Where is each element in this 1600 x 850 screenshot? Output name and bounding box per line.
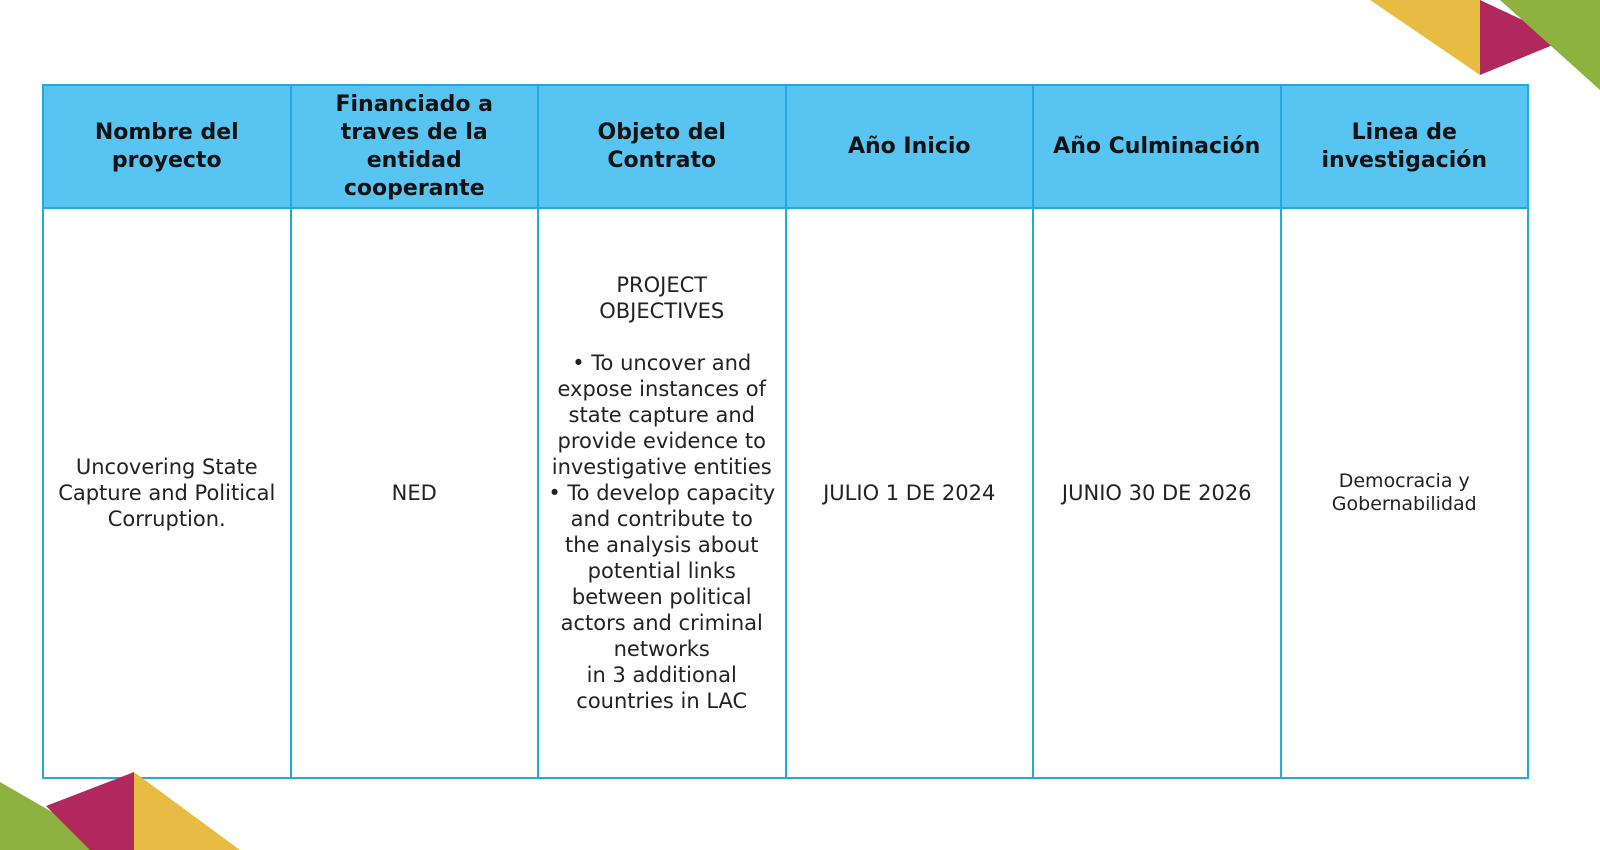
yellow-triangle-top bbox=[1370, 0, 1480, 75]
cell-research-line: Democracia y Gobernabilidad bbox=[1281, 208, 1529, 778]
cell-end-year: JUNIO 30 DE 2026 bbox=[1033, 208, 1281, 778]
header-ano-culminacion: Año Culminación bbox=[1033, 85, 1281, 208]
magenta-triangle-bottom bbox=[46, 772, 134, 850]
table-header-row bbox=[43, 85, 1528, 208]
green-triangle-top bbox=[1500, 0, 1600, 90]
bottom-left-corner-decoration bbox=[0, 770, 260, 850]
cell-contract-object: PROJECT OBJECTIVES • To uncover and expose instances of state capture and provide evidence to investigative entities • To develop capacity and contribute to the analysis about potential links between political actors and criminal networks in 3 additional countries in LAC bbox=[538, 208, 786, 778]
green-triangle-bottom bbox=[0, 782, 118, 850]
cell-funder: NED bbox=[291, 208, 539, 778]
table-row bbox=[43, 208, 1528, 778]
project-table-container bbox=[42, 84, 1529, 779]
header-financiado: Financiado a traves de la entidad cooperante bbox=[291, 85, 539, 208]
project-table bbox=[42, 84, 1529, 779]
top-right-corner-decoration bbox=[1320, 0, 1600, 90]
magenta-triangle-top bbox=[1480, 0, 1565, 75]
header-nombre-proyecto: Nombre del proyecto bbox=[43, 85, 291, 208]
header-linea-investigacion: Linea de investigación bbox=[1281, 85, 1529, 208]
cell-project-name: Uncovering State Capture and Political Corruption. bbox=[43, 208, 291, 778]
yellow-triangle-bottom bbox=[134, 772, 240, 850]
cell-start-year: JULIO 1 DE 2024 bbox=[786, 208, 1034, 778]
header-ano-inicio: Año Inicio bbox=[786, 85, 1034, 208]
header-objeto-contrato: Objeto del Contrato bbox=[538, 85, 786, 208]
